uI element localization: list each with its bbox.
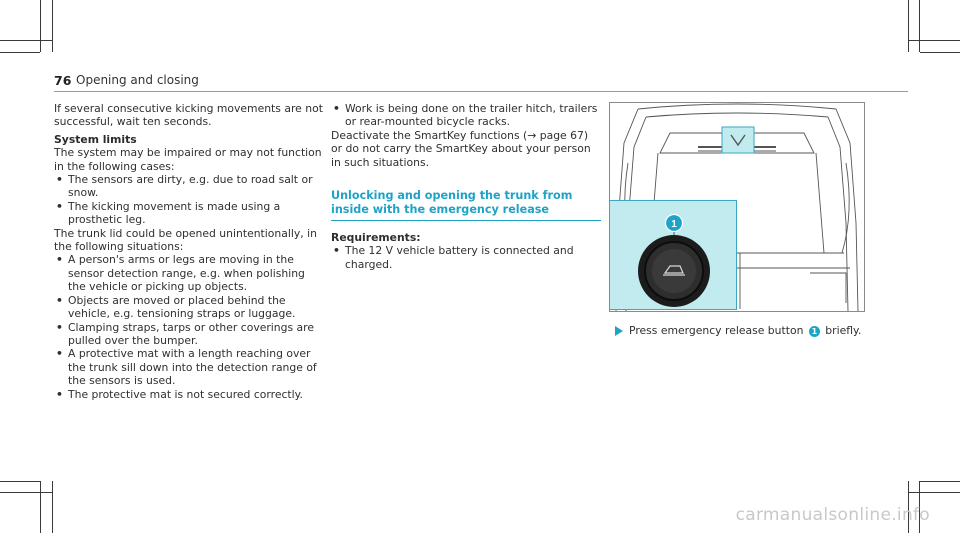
situation-item: • A person's arms or legs are moving in the sensor detection range, e.g. when polishing the vehicle or picking up objects. [54,253,326,293]
system-limits-intro: The system may be impaired or may not function in the following cases: [54,146,322,173]
situation-item: • Clamping straps, tarps or other coverings are pulled over the bumper. [54,321,326,348]
requirements-label: Requirements: [331,231,421,245]
requirement-item: • The 12 V vehicle battery is connected and charged. [331,244,601,271]
limit-item: • The sensors are dirty, e.g. due to road salt or snow. [54,173,326,200]
watermark: carmanualsonline.info [735,505,930,525]
section-rule [331,220,601,221]
crop-mark [920,52,960,53]
crop-mark [0,481,40,482]
crop-mark [920,481,960,482]
system-limits-heading: System limits [54,132,137,146]
section-title: Opening and closing [76,73,199,87]
crop-mark [908,0,909,52]
deactivate-paragraph: Deactivate the SmartKey functions (→ page 67) or do not carry the SmartKey about your person in such situations. [331,128,591,169]
crop-mark [919,0,920,52]
action-step [629,324,861,337]
situation-item: • Objects are moved or placed behind the vehicle, e.g. tensioning straps or luggage. [54,294,326,321]
crop-mark [0,52,40,53]
crop-mark [0,492,52,493]
situation-item: • Work is being done on the trailer hitch, trailers or rear-mounted bicycle racks. [331,102,601,129]
text-column-middle [331,102,601,271]
intro-paragraph: If several consecutive kicking movements are not successful, wait ten seconds. [54,102,323,129]
action-arrow-icon [615,326,623,336]
unintended-intro: The trunk lid could be opened unintentionally, in the following situations: [54,226,317,254]
crop-mark [40,481,41,533]
crop-mark [52,0,53,52]
callout-badge: 1 [809,326,820,337]
crop-mark [908,492,960,493]
header-rule [54,91,908,92]
emergency-release-button-icon [610,201,738,311]
emergency-release-callout [609,200,737,310]
section-heading: Unlocking and opening the trunk from inside with the emergency release [331,189,573,217]
crop-mark [40,0,41,52]
page-number: 76 [54,73,72,88]
crop-mark [52,481,53,533]
callout-number: 1 [671,219,677,230]
text-column-left [54,102,326,401]
limit-item: • The kicking movement is made using a prosthetic leg. [54,200,326,227]
situation-item: • The protective mat is not secured correctly. [54,388,326,401]
crop-mark [908,40,960,41]
action-text-end: briefly. [825,324,862,337]
situation-item: • A protective mat with a length reaching over the trunk sill down into the detection range of the sensors is used. [54,347,326,387]
crop-mark [0,40,52,41]
action-text: Press emergency release button [629,324,804,337]
